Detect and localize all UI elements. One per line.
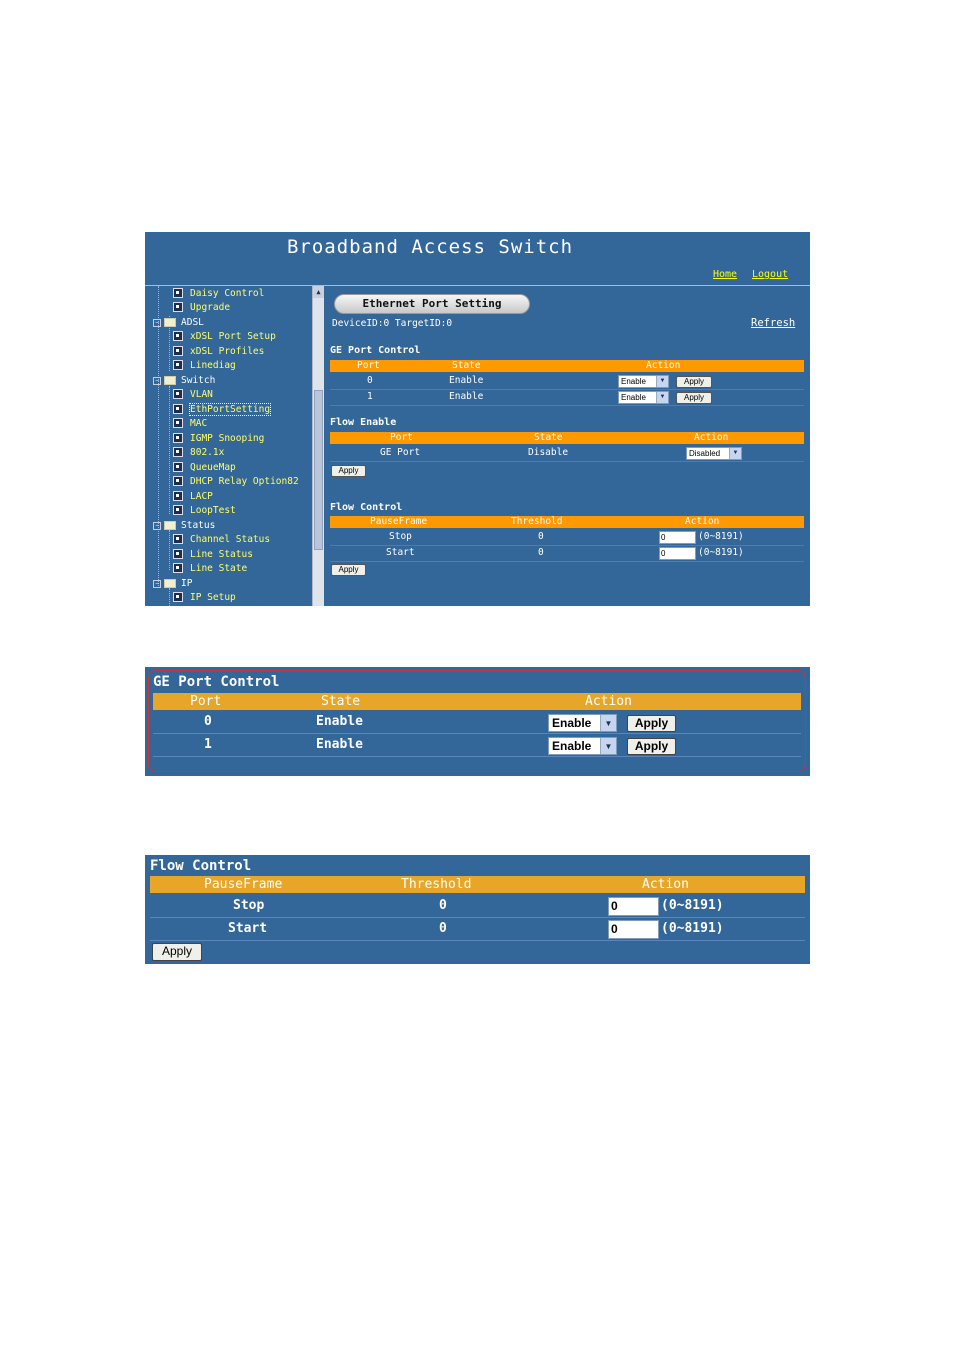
nav-item-channel-status[interactable]: Channel Status — [173, 533, 270, 546]
table-row: 0 Enable Enable ▼ Apply — [153, 711, 801, 734]
nav-item-lacp[interactable]: LACP — [173, 490, 213, 503]
ge-port-0-action-select[interactable]: Enable ▼ — [618, 375, 669, 388]
nav-item-802-1x[interactable]: 802.1x — [173, 446, 224, 459]
chevron-down-icon: ▼ — [729, 448, 741, 459]
page-icon — [173, 447, 183, 457]
nav-item-queuemap[interactable]: QueueMap — [173, 461, 236, 474]
page-icon — [173, 360, 183, 370]
table-row: 1 Enable Enable ▼ Apply — [153, 734, 801, 757]
sidebar-scrollbar[interactable] — [312, 286, 324, 606]
ge-port-control-header: Port State Action — [153, 693, 801, 710]
nav-item-mac[interactable]: MAC — [173, 417, 207, 430]
page-icon — [173, 288, 183, 298]
nav-item-vlan[interactable]: VLAN — [173, 388, 213, 401]
nav-item-xdsl-port-setup[interactable]: xDSL Port Setup — [173, 330, 276, 343]
chevron-down-icon: ▼ — [656, 376, 668, 387]
nav-folder-ip[interactable]: − IP — [153, 577, 192, 590]
scrollbar-thumb[interactable] — [314, 390, 323, 550]
flow-control-title: Flow Control — [150, 858, 252, 874]
stop-threshold-input[interactable]: 0 — [659, 531, 696, 544]
collapse-toggle-icon[interactable]: − — [153, 319, 161, 327]
page-icon — [173, 418, 183, 428]
ge-port-1-apply-button[interactable]: Apply — [676, 392, 712, 404]
page-icon — [173, 563, 183, 573]
ge-port-0-action-select[interactable]: Enable ▼ — [548, 714, 617, 732]
ge-port-control-title: GE Port Control — [153, 674, 280, 690]
ge-port-1-action-select[interactable]: Enable ▼ — [548, 737, 617, 755]
page-icon — [173, 331, 183, 341]
nav-item-ip-setup[interactable]: IP Setup — [173, 591, 236, 604]
nav-item-ethportsetting[interactable]: EthPortSetting — [173, 403, 270, 416]
nav-item-linediag[interactable]: Linediag — [173, 359, 236, 372]
folder-icon — [164, 376, 176, 385]
ge-port-0-apply-button[interactable]: Apply — [676, 376, 712, 388]
ge-port-control-title: GE Port Control — [330, 345, 421, 356]
flow-enable-apply-button[interactable]: Apply — [331, 465, 366, 477]
collapse-toggle-icon[interactable]: − — [153, 377, 161, 385]
table-row: Start 0 0 (0~8191) — [330, 545, 804, 562]
page-icon — [173, 433, 183, 443]
table-row: GE Port Disable Disabled ▼ — [330, 445, 804, 462]
nav-item-igmp-snooping[interactable]: IGMP Snooping — [173, 432, 264, 445]
page-icon — [173, 534, 183, 544]
table-row: 1 Enable Enable ▼ Apply — [330, 389, 804, 406]
app-title: Broadband Access Switch — [286, 236, 574, 258]
nav-folder-adsl[interactable]: − ADSL — [153, 316, 204, 329]
flow-control-apply-button[interactable]: Apply — [152, 943, 202, 961]
home-link[interactable]: Home — [713, 269, 738, 280]
app-header — [145, 232, 810, 286]
nav-item-dhcp-relay-option82[interactable]: DHCP Relay Option82 — [173, 475, 299, 488]
page-icon — [173, 491, 183, 501]
page-icon — [173, 549, 183, 559]
nav-item-daisy-control[interactable]: Daisy Control — [173, 287, 264, 300]
nav-folder-switch[interactable]: − Switch — [153, 374, 215, 387]
flow-enable-header: Port State Action — [330, 432, 804, 444]
table-row: Stop 0 0 (0~8191) — [330, 529, 804, 546]
device-info: DeviceID:0 TargetID:0 — [332, 318, 453, 329]
content-pane — [324, 286, 810, 606]
nav-folder-status[interactable]: − Status — [153, 519, 215, 532]
folder-icon — [164, 521, 176, 530]
flow-enable-title: Flow Enable — [330, 417, 397, 428]
refresh-link[interactable]: Refresh — [751, 317, 796, 329]
navigation-tree — [145, 286, 313, 606]
page-icon — [173, 476, 183, 486]
nav-item-upgrade[interactable]: Upgrade — [173, 301, 230, 314]
scroll-up-arrow-icon[interactable]: ▲ — [313, 286, 324, 298]
flow-enable-action-select[interactable]: Disabled ▼ — [686, 447, 742, 460]
table-row: Start 0 0 (0~8191) — [150, 918, 805, 941]
page-icon — [173, 346, 183, 356]
table-row: Stop 0 0 (0~8191) — [150, 895, 805, 918]
page-title: Ethernet Port Setting — [334, 294, 530, 314]
switch-web-ui-screenshot — [145, 232, 810, 606]
folder-icon — [164, 579, 176, 588]
ge-port-0-apply-button[interactable]: Apply — [627, 715, 676, 732]
page-icon — [173, 462, 183, 472]
page-icon — [173, 389, 183, 399]
folder-icon — [164, 318, 176, 327]
ge-port-1-action-select[interactable]: Enable ▼ — [618, 391, 669, 404]
nav-item-looptest[interactable]: LoopTest — [173, 504, 236, 517]
collapse-toggle-icon[interactable]: − — [153, 522, 161, 530]
chevron-down-icon: ▼ — [600, 738, 616, 754]
start-threshold-input[interactable]: 0 — [659, 547, 696, 560]
flow-control-apply-button[interactable]: Apply — [331, 564, 366, 576]
start-threshold-input[interactable]: 0 — [608, 920, 659, 939]
page-icon — [173, 302, 183, 312]
collapse-toggle-icon[interactable]: − — [153, 580, 161, 588]
page-icon — [173, 505, 183, 515]
flow-control-title: Flow Control — [330, 502, 403, 513]
page-icon — [173, 404, 183, 414]
flow-control-header: PauseFrame Threshold Action — [150, 876, 805, 893]
logout-link[interactable]: Logout — [752, 269, 789, 280]
ge-port-control-zoom-panel — [145, 667, 810, 776]
chevron-down-icon: ▼ — [656, 392, 668, 403]
nav-item-line-state[interactable]: Line State — [173, 562, 247, 575]
table-row: 0 Enable Enable ▼ Apply — [330, 373, 804, 390]
nav-item-xdsl-profiles[interactable]: xDSL Profiles — [173, 345, 264, 358]
flow-control-zoom-panel — [145, 855, 810, 964]
ge-port-1-apply-button[interactable]: Apply — [627, 738, 676, 755]
stop-threshold-input[interactable]: 0 — [608, 897, 659, 916]
ge-port-control-header: Port State Action — [330, 360, 804, 372]
page-icon — [173, 592, 183, 602]
nav-item-line-status[interactable]: Line Status — [173, 548, 253, 561]
flow-control-header: PauseFrame Threshold Action — [330, 516, 804, 528]
chevron-down-icon: ▼ — [600, 715, 616, 731]
